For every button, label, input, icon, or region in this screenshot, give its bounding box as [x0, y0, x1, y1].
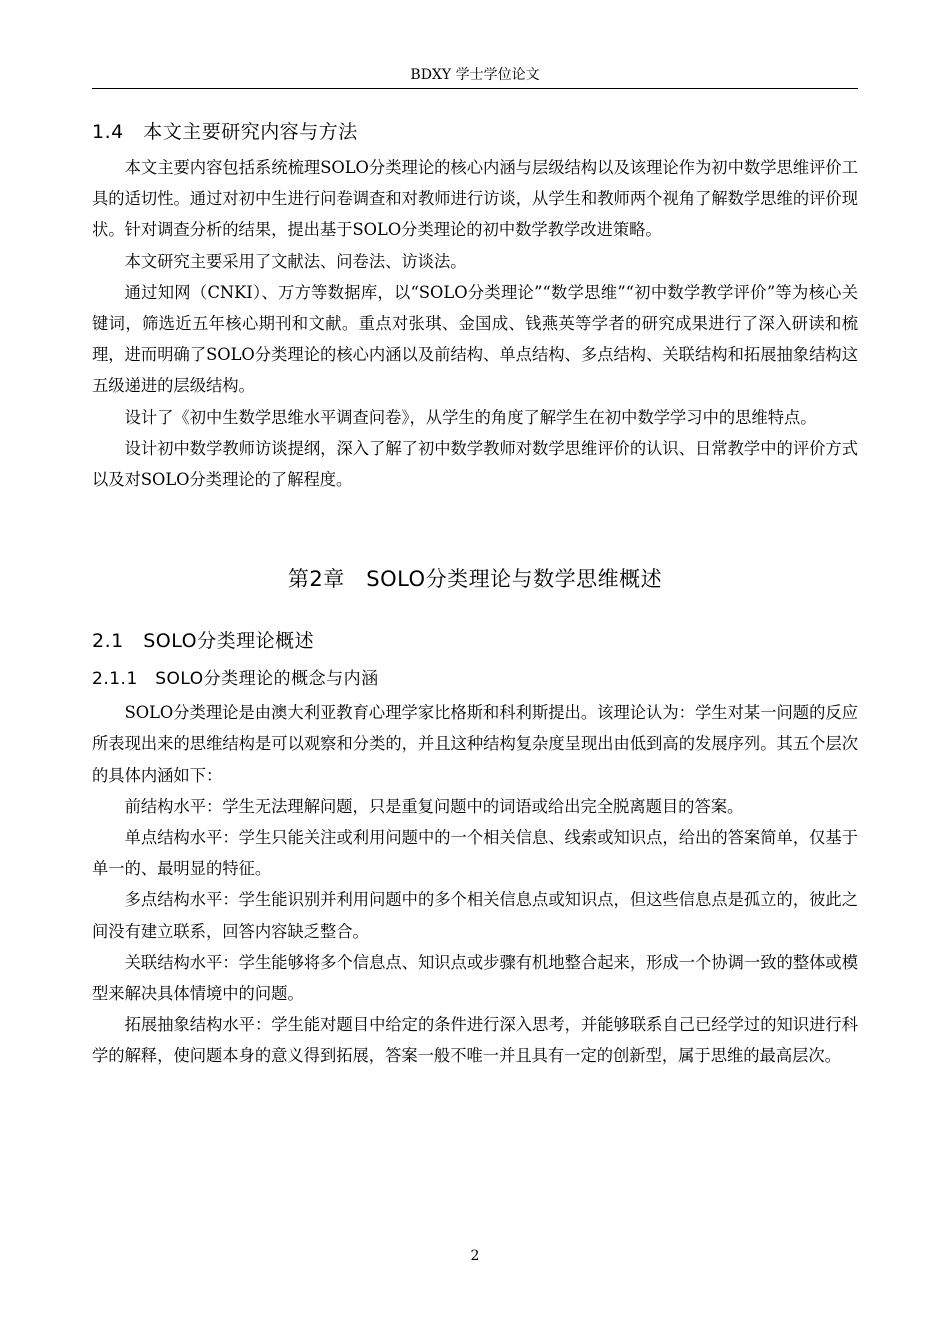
paragraph: 设计初中数学教师访谈提纲，深入了解了初中数学教师对数学思维评价的认识、日常教学中的评价方式以及对SOLO分类理论的了解程度。 — [92, 438, 858, 490]
paragraph: 设计了《初中生数学思维水平调查问卷》，从学生的角度了解学生在初中数学学习中的思维特点。 — [124, 407, 817, 427]
paragraph: 通过知网（CNKI）、万方等数据库，以“SOLO分类理论”“数学思维”“初中数学教学评价”等为核心关键词，筛选近五年核心期刊和文献。重点对张琪、金国成、钱燕英等学者的研究成果进行了深入研读和梳理，进而明确了SOLO分类理论的核心内涵以及前结构、单点结构、多点结构、关联结构和拓展抽象结构这五级递进的层级结构。 — [92, 282, 858, 396]
page-number: 2 — [470, 1248, 480, 1264]
paragraph: 单点结构水平：学生只能关注或利用问题中的一个相关信息、线索或知识点，给出的答案简单，仅基于单一的、最明显的特征。 — [92, 828, 858, 879]
paragraph: 本文研究主要采用了文献法、问卷法、访谈法。 — [124, 251, 467, 271]
paragraph: 拓展抽象结构水平：学生能对题目中给定的条件进行深入思考，并能够联系自己已经学过的知识进行科学的解释，使问题本身的意义得到拓展，答案一般不唯一并且具有一定的创新型，属于思维的最高层次。 — [92, 1015, 858, 1066]
chapter-heading-2: 第2章 SOLO分类理论与数学思维概述 — [287, 567, 663, 592]
header-rule — [92, 88, 858, 89]
paragraph: 关联结构水平：学生能够将多个信息点、知识点或步骤有机地整合起来，形成一个协调一致的整体或模型来解决具体情境中的问题。 — [92, 952, 858, 1004]
page-body — [92, 112, 858, 1072]
paragraph: 本文主要内容包括系统梳理SOLO分类理论的核心内涵与层级结构以及该理论作为初中数学思维评价工具的适切性。通过对初中生进行问卷调查和对教师进行访谈，从学生和教师两个视角了解数学思维的评价现状。针对调查分析的结果，提出基于SOLO分类理论的初中数学教学改进策略。 — [92, 158, 858, 240]
paragraph: SOLO分类理论是由澳大利亚教育心理学家比格斯和科利斯提出。该理论认为：学生对某一问题的反应所表现出来的思维结构是可以观察和分类的，并且这种结构复杂度呈现出由低到高的发展序列。其五个层次的具体内涵如下： — [92, 703, 858, 785]
paragraph: 多点结构水平：学生能识别并利用问题中的多个相关信息点或知识点，但这些信息点是孤立的，彼此之间没有建立联系，回答内容缺乏整合。 — [92, 890, 858, 941]
running-header: BDXY 学士学位论文 — [410, 67, 540, 83]
subsection-heading-2-1-1: 2.1.1 SOLO分类理论的概念与内涵 — [92, 669, 379, 690]
section-heading-2-1: 2.1 SOLO分类理论概述 — [92, 630, 315, 653]
section-heading-1-4: 1.4 本文主要研究内容与方法 — [92, 121, 358, 143]
paragraph: 前结构水平：学生无法理解问题，只是重复问题中的词语或给出完全脱离题目的答案。 — [124, 796, 744, 816]
